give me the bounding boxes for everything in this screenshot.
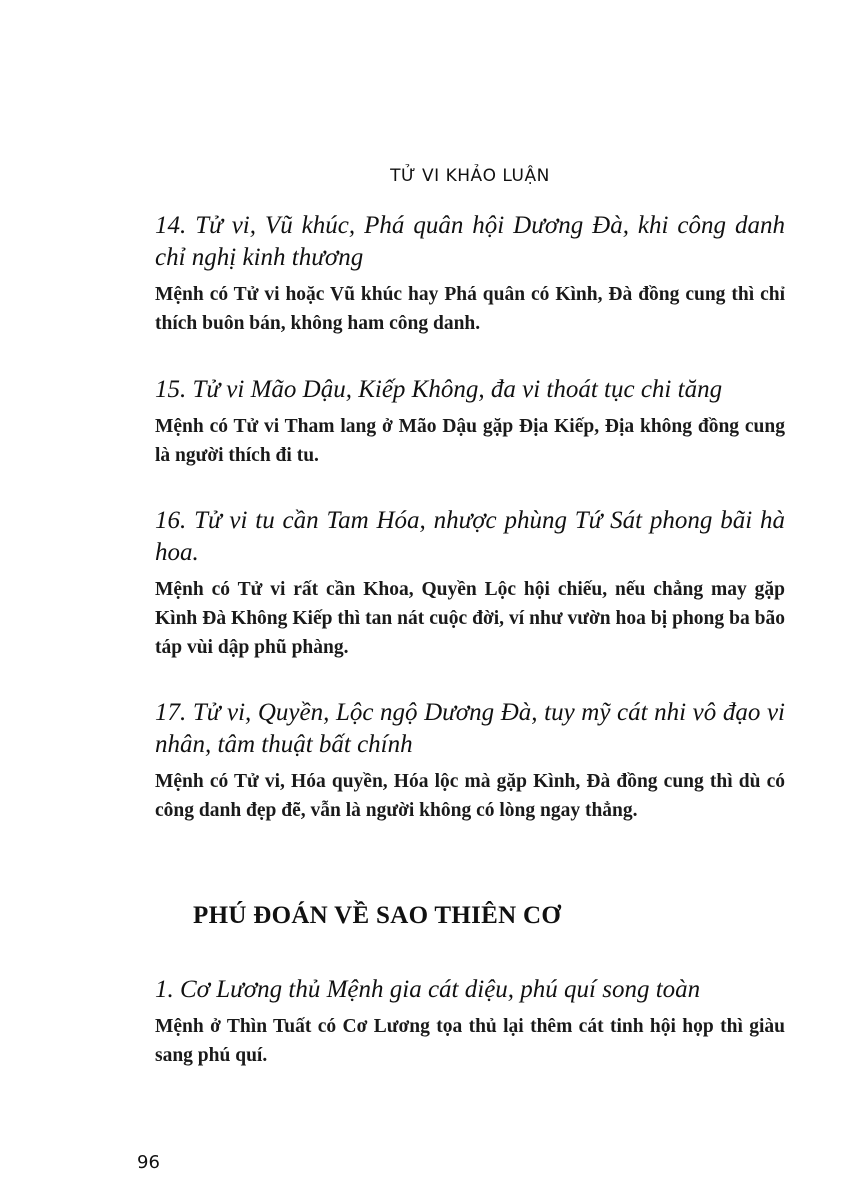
entry-15 — [155, 374, 785, 470]
entry-title: 16. Tử vi tu cần Tam Hóa, nhược phùng Tứ Sát phong bãi hà hoa. — [155, 507, 785, 566]
entry-body: Mệnh có Tử vi, Hóa quyền, Hóa lộc mà gặp Kình, Đà đồng cung thì dù có công danh đẹp đẽ, vẫn là người không có lòng ngay thẳng. — [155, 771, 785, 821]
entry-title: 1. Cơ Lương thủ Mệnh gia cát diệu, phú quí song toàn — [155, 976, 701, 1003]
entry-body: Mệnh có Tử vi hoặc Vũ khúc hay Phá quân có Kình, Đà đồng cung thì chỉ thích buôn bán, không ham công danh. — [155, 284, 785, 334]
entry-16 — [155, 505, 785, 662]
entry-body: Mệnh có Tử vi rất cần Khoa, Quyền Lộc hội chiếu, nếu chẳng may gặp Kình Đà Không Kiếp thì tan nát cuộc đời, ví như vườn hoa bị phong ba bão táp vùi dập phũ phàng. — [155, 579, 785, 658]
entry-title: 15. Tử vi Mão Dậu, Kiếp Không, đa vi thoát tục chi tăng — [155, 376, 723, 403]
page-number: 96 — [137, 1152, 160, 1173]
entry-title: 17. Tử vi, Quyền, Lộc ngộ Dương Đà, tuy mỹ cát nhi vô đạo vi nhân, tâm thuật bất chính — [155, 699, 785, 758]
running-head: TỬ VI KHẢO LUẬN — [390, 166, 550, 186]
entry-14 — [155, 210, 785, 338]
section-heading: PHÚ ĐOÁN VỀ SAO THIÊN CƠ — [193, 902, 562, 929]
entry-17 — [155, 697, 785, 825]
entry-title: 14. Tử vi, Vũ khúc, Phá quân hội Dương Đà, khi công danh chỉ nghị kinh thương — [155, 212, 785, 271]
entry-body: Mệnh có Tử vi Tham lang ở Mão Dậu gặp Địa Kiếp, Địa không đồng cung là người thích đi tu. — [155, 416, 785, 466]
section-entry-1 — [155, 974, 785, 1070]
entry-body: Mệnh ở Thìn Tuất có Cơ Lương tọa thủ lại thêm cát tinh hội họp thì giàu sang phú quí. — [155, 1016, 785, 1066]
